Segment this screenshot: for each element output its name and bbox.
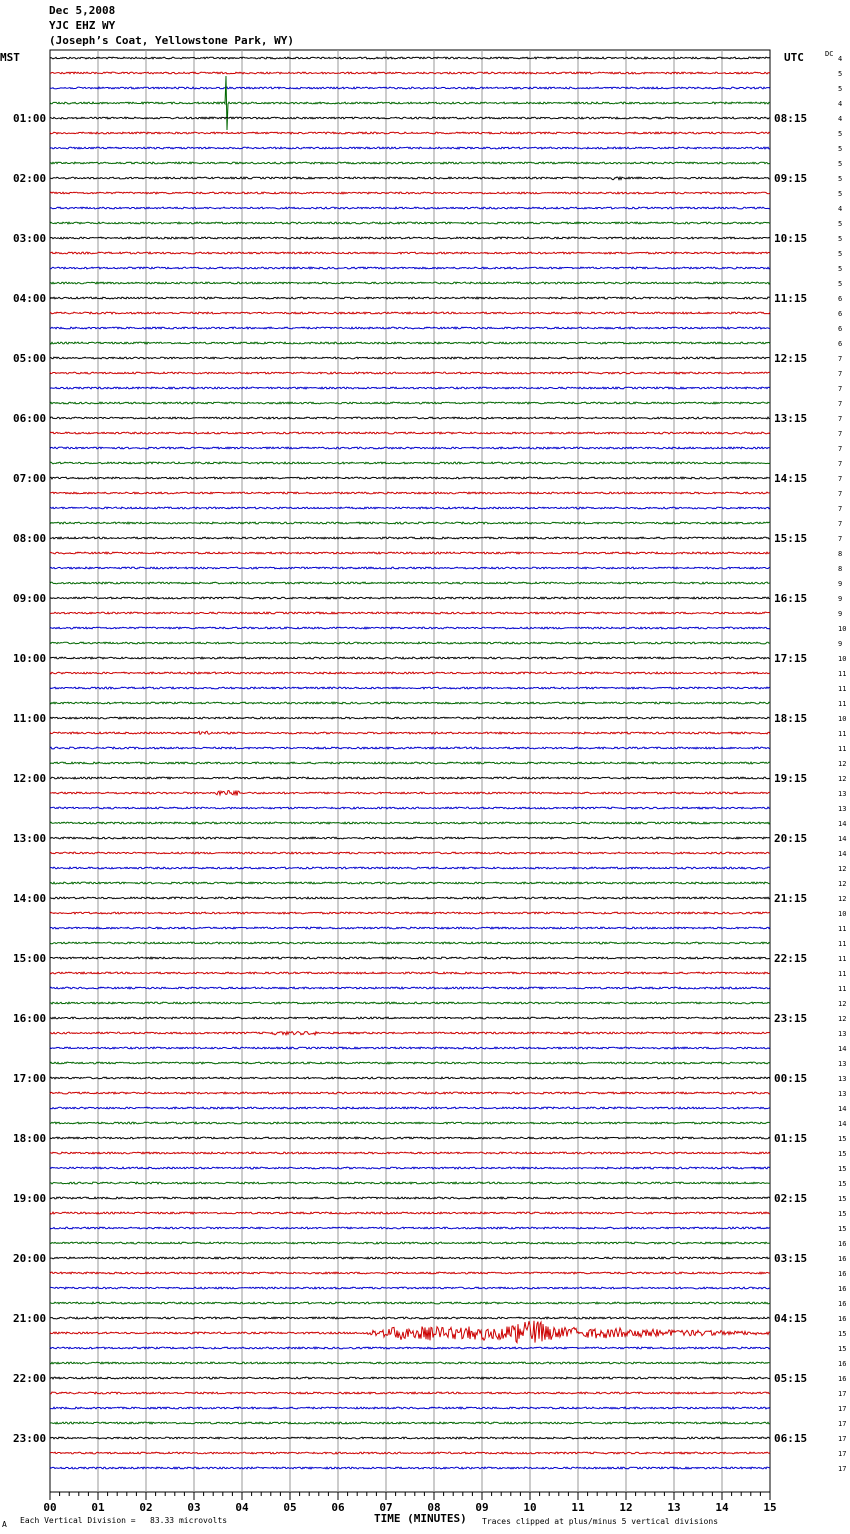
mst-hour-label: 01:00 xyxy=(13,112,47,125)
dc-offset-label: 13 xyxy=(838,1075,847,1083)
trace-line xyxy=(50,822,770,824)
trace-line xyxy=(50,1152,770,1154)
trace-line xyxy=(50,1077,770,1079)
clip-note: Traces clipped at plus/minus 5 vertical divisions xyxy=(482,1517,719,1526)
dc-offset-label: 7 xyxy=(838,415,843,423)
trace-line xyxy=(50,207,770,209)
trace-line xyxy=(50,1362,770,1364)
trace-line xyxy=(50,432,770,434)
dc-offset-label: 12 xyxy=(838,775,847,783)
dc-offset-label: 17 xyxy=(838,1465,847,1473)
dc-offset-label: 11 xyxy=(838,700,847,708)
trace-line xyxy=(50,1197,770,1199)
dc-offset-label: 14 xyxy=(838,1045,847,1053)
utc-hour-label: 23:15 xyxy=(774,1012,808,1025)
dc-offset-label: 5 xyxy=(838,85,843,93)
trace-line xyxy=(50,267,770,269)
utc-hour-label: 08:15 xyxy=(774,112,808,125)
dc-offset-label: 7 xyxy=(838,445,843,453)
x-tick-label: 04 xyxy=(235,1501,249,1514)
dc-offset-label: 14 xyxy=(838,1120,847,1128)
dc-offset-label: 5 xyxy=(838,175,843,183)
trace-line xyxy=(50,942,770,944)
trace-line xyxy=(50,1167,770,1169)
dc-offset-label: 17 xyxy=(838,1405,847,1413)
x-tick-label: 02 xyxy=(139,1501,153,1514)
dc-offset-label: 6 xyxy=(838,340,843,348)
dc-offset-label: 12 xyxy=(838,1000,847,1008)
trace-line xyxy=(50,567,770,569)
dc-offset-label: 13 xyxy=(838,1060,847,1068)
dc-offset-label: 7 xyxy=(838,355,843,363)
utc-hour-label: 15:15 xyxy=(774,532,808,545)
x-tick-label: 14 xyxy=(715,1501,729,1514)
dc-offset-label: 4 xyxy=(838,115,843,123)
mst-hour-label: 20:00 xyxy=(13,1252,47,1265)
trace-line xyxy=(50,162,770,164)
dc-offset-label: 5 xyxy=(838,145,843,153)
dc-offset-label: 14 xyxy=(838,820,847,828)
dc-offset-label: 16 xyxy=(838,1270,847,1278)
dc-offset-label: 11 xyxy=(838,730,847,738)
dc-offset-label: 6 xyxy=(838,295,843,303)
trace-line xyxy=(50,327,770,329)
dc-offset-label: 12 xyxy=(838,760,847,768)
trace-line xyxy=(50,1422,770,1424)
dc-axis-title: DC xyxy=(825,50,834,58)
dc-offset-label: 7 xyxy=(838,520,843,528)
dc-offset-label: 9 xyxy=(838,610,843,618)
scale-note: Each Vertical Division = 83.33 microvolts xyxy=(20,1516,228,1525)
trace-line xyxy=(50,387,770,389)
dc-offset-label: 5 xyxy=(838,70,843,78)
dc-offset-label: 9 xyxy=(838,640,843,648)
trace-line xyxy=(50,1002,770,1004)
trace-line xyxy=(50,791,770,796)
trace-line xyxy=(50,282,770,284)
trace-line xyxy=(50,927,770,929)
mst-hour-label: 14:00 xyxy=(13,892,47,905)
utc-hour-label: 19:15 xyxy=(774,772,808,785)
utc-hour-label: 17:15 xyxy=(774,652,808,665)
mst-hour-label: 13:00 xyxy=(13,832,47,845)
mst-hour-label: 12:00 xyxy=(13,772,47,785)
mst-hour-label: 09:00 xyxy=(13,592,47,605)
dc-offset-label: 4 xyxy=(838,55,843,63)
trace-line xyxy=(50,1182,770,1184)
dc-offset-label: 11 xyxy=(838,955,847,963)
dc-offset-label: 16 xyxy=(838,1300,847,1308)
trace-line xyxy=(50,252,770,254)
trace-line xyxy=(50,1032,770,1035)
dc-offset-label: 17 xyxy=(838,1435,847,1443)
dc-offset-label: 14 xyxy=(838,1105,847,1113)
dc-offset-label: 11 xyxy=(838,940,847,948)
utc-hour-label: 22:15 xyxy=(774,952,808,965)
trace-line xyxy=(50,657,770,659)
x-tick-label: 05 xyxy=(283,1501,297,1514)
utc-hour-label: 11:15 xyxy=(774,292,808,305)
trace-line xyxy=(50,987,770,989)
dc-offset-label: 12 xyxy=(838,865,847,873)
dc-offset-label: 5 xyxy=(838,280,843,288)
trace-line xyxy=(50,357,770,359)
dc-offset-label: 10 xyxy=(838,715,847,723)
trace-line xyxy=(50,117,770,119)
trace-line xyxy=(50,1122,770,1124)
mst-hour-label: 18:00 xyxy=(13,1132,47,1145)
utc-hour-label: 21:15 xyxy=(774,892,808,905)
trace-line xyxy=(50,1317,770,1319)
trace-line xyxy=(50,837,770,839)
mst-hour-label: 22:00 xyxy=(13,1372,47,1385)
trace-line xyxy=(50,731,770,734)
trace-line xyxy=(50,1137,770,1139)
dc-offset-label: 6 xyxy=(838,310,843,318)
utc-hour-label: 20:15 xyxy=(774,832,808,845)
dc-offset-label: 15 xyxy=(838,1330,847,1338)
trace-line xyxy=(50,1347,770,1349)
dc-offset-label: 7 xyxy=(838,475,843,483)
footer-mark: A xyxy=(2,1520,7,1529)
utc-hour-label: 00:15 xyxy=(774,1072,808,1085)
x-tick-label: 08 xyxy=(427,1501,441,1514)
trace-line xyxy=(50,177,770,180)
dc-offset-label: 7 xyxy=(838,385,843,393)
trace-line xyxy=(50,1107,770,1109)
utc-hour-label: 10:15 xyxy=(774,232,808,245)
trace-line xyxy=(50,1017,770,1019)
dc-offset-label: 15 xyxy=(838,1195,847,1203)
mst-hour-label: 02:00 xyxy=(13,172,47,185)
trace-line xyxy=(50,402,770,404)
trace-line xyxy=(50,147,770,149)
dc-offset-label: 13 xyxy=(838,1030,847,1038)
dc-offset-label: 13 xyxy=(838,805,847,813)
dc-offset-label: 16 xyxy=(838,1315,847,1323)
trace-line xyxy=(50,1377,770,1379)
mst-axis-title: MST xyxy=(0,51,20,64)
trace-line xyxy=(50,867,770,869)
mst-hour-label: 06:00 xyxy=(13,412,47,425)
dc-offset-label: 12 xyxy=(838,880,847,888)
trace-line xyxy=(50,1242,770,1244)
dc-offset-label: 12 xyxy=(838,895,847,903)
trace-line xyxy=(50,1467,770,1469)
dc-offset-label: 5 xyxy=(838,265,843,273)
x-tick-label: 15 xyxy=(763,1501,777,1514)
trace-line xyxy=(50,1392,770,1394)
trace-line xyxy=(50,852,770,854)
trace-line xyxy=(50,1092,770,1094)
dc-offset-label: 16 xyxy=(838,1360,847,1368)
trace-line xyxy=(50,882,770,884)
trace-line xyxy=(50,687,770,689)
dc-offset-label: 9 xyxy=(838,595,843,603)
trace-line xyxy=(50,747,770,749)
x-tick-label: 03 xyxy=(187,1501,201,1514)
trace-line xyxy=(50,762,770,764)
trace-line xyxy=(50,642,770,644)
dc-offset-label: 16 xyxy=(838,1255,847,1263)
dc-offset-label: 4 xyxy=(838,205,843,213)
dc-offset-label: 7 xyxy=(838,400,843,408)
trace-line xyxy=(50,1407,770,1409)
dc-offset-label: 5 xyxy=(838,190,843,198)
dc-offset-label: 13 xyxy=(838,790,847,798)
dc-offset-label: 17 xyxy=(838,1420,847,1428)
dc-offset-label: 7 xyxy=(838,430,843,438)
seismic-traces xyxy=(50,57,770,1469)
x-tick-label: 11 xyxy=(571,1501,585,1514)
dc-offset-label: 15 xyxy=(838,1345,847,1353)
mst-hour-label: 23:00 xyxy=(13,1432,47,1445)
trace-line xyxy=(50,957,770,959)
trace-line xyxy=(50,897,770,899)
trace-line xyxy=(50,462,770,464)
trace-line xyxy=(50,597,770,599)
dc-offset-label: 5 xyxy=(838,220,843,228)
trace-line xyxy=(50,1437,770,1439)
dc-offset-label: 15 xyxy=(838,1165,847,1173)
trace-line xyxy=(50,672,770,674)
dc-offset-label: 5 xyxy=(838,160,843,168)
trace-line xyxy=(50,342,770,344)
mst-hour-label: 04:00 xyxy=(13,292,47,305)
mst-hour-label: 16:00 xyxy=(13,1012,47,1025)
utc-hour-label: 13:15 xyxy=(774,412,808,425)
trace-line xyxy=(50,702,770,704)
x-tick-label: 00 xyxy=(43,1501,57,1514)
trace-line xyxy=(50,1272,770,1274)
dc-offset-label: 13 xyxy=(838,1090,847,1098)
dc-offset-label: 10 xyxy=(838,910,847,918)
trace-line xyxy=(50,76,770,130)
trace-line xyxy=(50,372,770,374)
trace-line xyxy=(50,447,770,449)
x-tick-label: 13 xyxy=(667,1501,681,1514)
trace-line xyxy=(50,1047,770,1049)
trace-line xyxy=(50,312,770,314)
dc-offset-label: 14 xyxy=(838,850,847,858)
dc-offset-label: 7 xyxy=(838,490,843,498)
dc-offset-label: 14 xyxy=(838,835,847,843)
dc-offset-label: 17 xyxy=(838,1450,847,1458)
trace-line xyxy=(50,237,770,239)
x-tick-label: 06 xyxy=(331,1501,345,1514)
dc-offset-label: 5 xyxy=(838,235,843,243)
trace-line xyxy=(50,222,770,224)
trace-line xyxy=(50,1302,770,1304)
trace-line xyxy=(50,582,770,584)
trace-line xyxy=(50,477,770,479)
dc-offset-label: 9 xyxy=(838,580,843,588)
trace-line xyxy=(50,972,770,974)
dc-offset-label: 5 xyxy=(838,130,843,138)
dc-offset-label: 15 xyxy=(838,1225,847,1233)
dc-offset-label: 15 xyxy=(838,1180,847,1188)
utc-hour-label: 05:15 xyxy=(774,1372,808,1385)
dc-offset-label: 16 xyxy=(838,1285,847,1293)
trace-line xyxy=(50,87,770,89)
x-tick-label: 09 xyxy=(475,1501,489,1514)
utc-hour-label: 02:15 xyxy=(774,1192,808,1205)
trace-line xyxy=(50,1227,770,1229)
dc-offset-label: 12 xyxy=(838,1015,847,1023)
mst-hour-label: 21:00 xyxy=(13,1312,47,1325)
dc-offset-label: 5 xyxy=(838,250,843,258)
dc-offset-label: 16 xyxy=(838,1375,847,1383)
dc-offset-label: 15 xyxy=(838,1210,847,1218)
dc-offset-label: 7 xyxy=(838,370,843,378)
x-axis xyxy=(43,1492,776,1514)
dc-offset-label: 11 xyxy=(838,925,847,933)
dc-offset-label: 10 xyxy=(838,625,847,633)
trace-line xyxy=(50,507,770,509)
mst-hour-label: 08:00 xyxy=(13,532,47,545)
dc-offset-label: 15 xyxy=(838,1135,847,1143)
trace-line xyxy=(50,417,770,419)
station-location: (Joseph’s Coat, Yellowstone Park, WY) xyxy=(49,34,295,47)
mst-hour-label: 10:00 xyxy=(13,652,47,665)
dc-offset-label: 7 xyxy=(838,535,843,543)
dc-offset-label: 10 xyxy=(838,655,847,663)
trace-line xyxy=(50,1062,770,1064)
plot-date: Dec 5,2008 xyxy=(49,4,116,17)
mst-hour-label: 05:00 xyxy=(13,352,47,365)
trace-line xyxy=(50,192,770,194)
utc-axis-title: UTC xyxy=(784,51,804,64)
trace-line xyxy=(50,1321,770,1343)
plot-frame xyxy=(50,50,770,1492)
trace-line xyxy=(50,1287,770,1289)
trace-line xyxy=(50,807,770,809)
mst-hour-label: 11:00 xyxy=(13,712,47,725)
dc-offset-label: 11 xyxy=(838,970,847,978)
utc-hour-label: 12:15 xyxy=(774,352,808,365)
trace-line xyxy=(50,552,770,554)
dc-offset-label: 11 xyxy=(838,745,847,753)
trace-line xyxy=(50,522,770,524)
trace-line xyxy=(50,57,770,59)
x-tick-label: 07 xyxy=(379,1501,393,1514)
trace-line xyxy=(50,717,770,719)
utc-hour-label: 14:15 xyxy=(774,472,808,485)
dc-offset-label: 11 xyxy=(838,685,847,693)
dc-offset-label: 6 xyxy=(838,325,843,333)
time-grid xyxy=(50,50,770,1492)
dc-offset-label: 11 xyxy=(838,985,847,993)
utc-hour-label: 18:15 xyxy=(774,712,808,725)
trace-line xyxy=(50,72,770,74)
x-tick-label: 10 xyxy=(523,1501,537,1514)
trace-line xyxy=(50,612,770,614)
trace-line xyxy=(50,492,770,494)
trace-line xyxy=(50,1452,770,1454)
trace-line xyxy=(50,912,770,914)
utc-hour-label: 16:15 xyxy=(774,592,808,605)
mst-hour-label: 15:00 xyxy=(13,952,47,965)
mst-hour-label: 07:00 xyxy=(13,472,47,485)
station-code: YJC EHZ WY xyxy=(49,19,116,32)
dc-offset-label: 15 xyxy=(838,1150,847,1158)
mst-hour-label: 03:00 xyxy=(13,232,47,245)
utc-hour-label: 03:15 xyxy=(774,1252,808,1265)
utc-hour-label: 09:15 xyxy=(774,172,808,185)
mst-hour-label: 19:00 xyxy=(13,1192,47,1205)
x-tick-label: 01 xyxy=(91,1501,105,1514)
utc-hour-label: 01:15 xyxy=(774,1132,808,1145)
utc-hour-label: 06:15 xyxy=(774,1432,808,1445)
dc-offset-label: 16 xyxy=(838,1240,847,1248)
trace-line xyxy=(50,1212,770,1214)
dc-offset-label: 8 xyxy=(838,550,843,558)
dc-offset-label: 7 xyxy=(838,460,843,468)
dc-offset-label: 11 xyxy=(838,670,847,678)
trace-line xyxy=(50,1257,770,1259)
trace-line xyxy=(50,627,770,629)
dc-offset-label: 4 xyxy=(838,100,843,108)
x-axis-title: TIME (MINUTES) xyxy=(374,1512,467,1525)
trace-line xyxy=(50,132,770,134)
trace-line xyxy=(50,537,770,539)
utc-hour-label: 04:15 xyxy=(774,1312,808,1325)
dc-offset-label: 7 xyxy=(838,505,843,513)
dc-offset-label: 17 xyxy=(838,1390,847,1398)
mst-hour-label: 17:00 xyxy=(13,1072,47,1085)
trace-line xyxy=(50,777,770,779)
dc-offset-label: 8 xyxy=(838,565,843,573)
trace-line xyxy=(50,297,770,299)
x-tick-label: 12 xyxy=(619,1501,633,1514)
